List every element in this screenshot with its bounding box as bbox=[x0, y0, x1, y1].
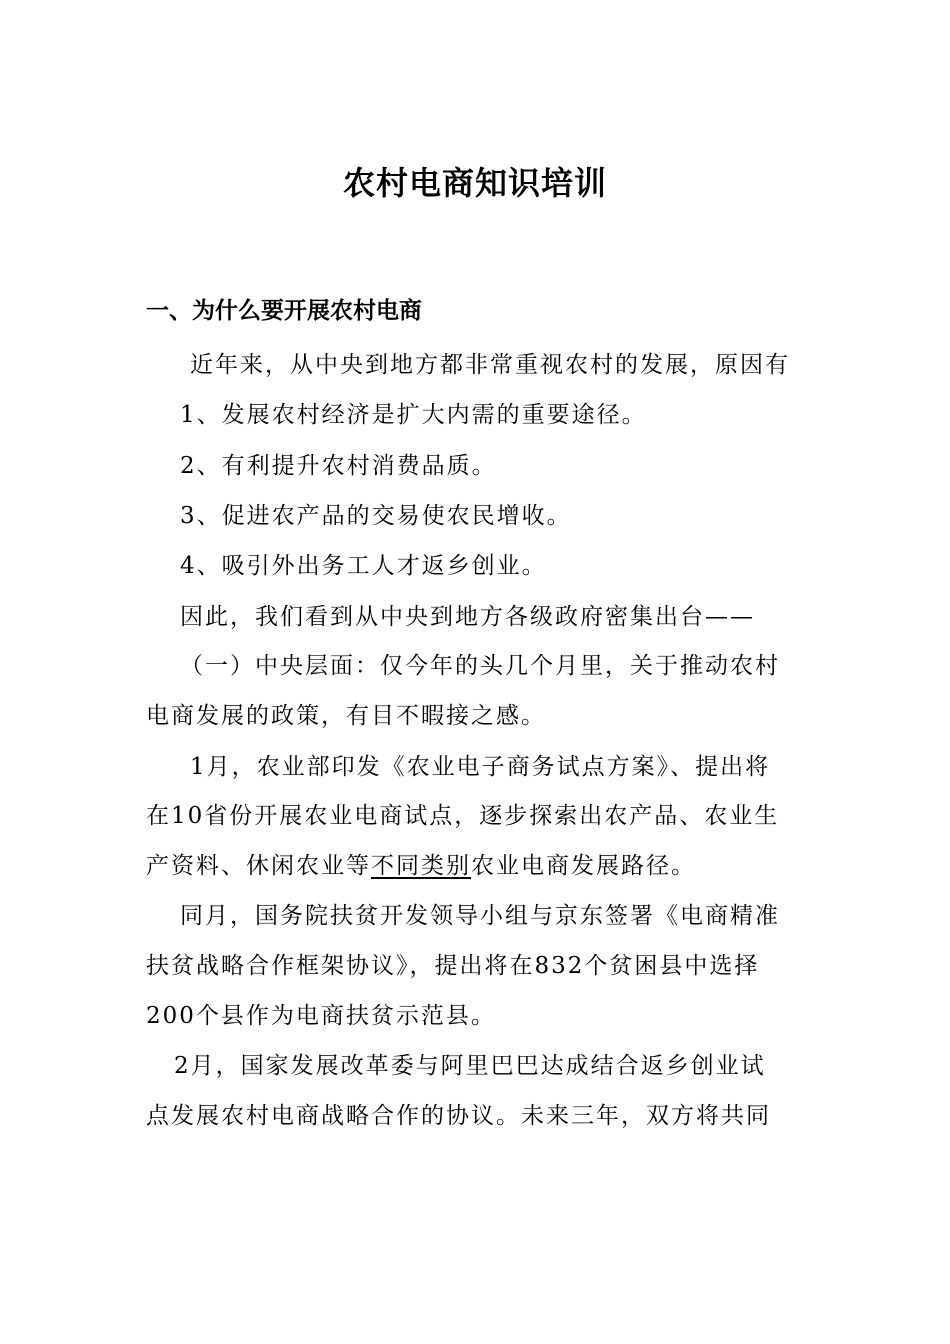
paragraph-line: 扶贫战略合作框架协议》，提出将在832个贫困县中选择 bbox=[146, 953, 760, 979]
list-item: 1、发展农村经济是扩大内需的重要途径。 bbox=[180, 402, 647, 428]
paragraph-line: 近年来，从中央到地方都非常重视农村的发展，原因有 bbox=[190, 352, 790, 378]
paragraph-line: 因此，我们看到从中央到地方各级政府密集出台—— bbox=[180, 604, 755, 630]
paragraph-line: 200个县作为电商扶贫示范县。 bbox=[146, 1003, 496, 1029]
list-item: 2、有利提升农村消费品质。 bbox=[180, 453, 497, 479]
document-title: 农村电商知识培训 bbox=[342, 164, 607, 202]
paragraph-line bbox=[146, 847, 696, 880]
paragraph-line: 2月，国家发展改革委与阿里巴巴达成结合返乡创业试 bbox=[174, 1053, 766, 1079]
paragraph-line: 在10省份开展农业电商试点，逐步探索出农产品、农业生 bbox=[146, 803, 780, 829]
paragraph-line: 同月，国务院扶贫开发领导小组与京东签署《电商精准 bbox=[180, 903, 780, 929]
list-item: 3、促进农产品的交易使农民增收。 bbox=[180, 503, 572, 529]
list-item: 4、吸引外出务工人才返乡创业。 bbox=[180, 553, 547, 579]
paragraph-text: 产资料、休闲农业等 bbox=[146, 853, 371, 879]
underlined-text: 不同类别 bbox=[371, 853, 471, 879]
paragraph-line: （一）中央层面：仅今年的头几个月里，关于推动农村 bbox=[180, 653, 780, 679]
section-heading-1: 一、为什么要开展农村电商 bbox=[146, 298, 422, 324]
paragraph-line: 点发展农村电商战略合作的协议。未来三年，双方将共同 bbox=[146, 1103, 771, 1129]
paragraph-line: 1月，农业部印发《农业电子商务试点方案》、提出将 bbox=[190, 754, 771, 780]
paragraph-text: 农业电商发展路径。 bbox=[471, 853, 696, 879]
paragraph-line: 电商发展的政策，有目不暇接之感。 bbox=[146, 703, 546, 729]
